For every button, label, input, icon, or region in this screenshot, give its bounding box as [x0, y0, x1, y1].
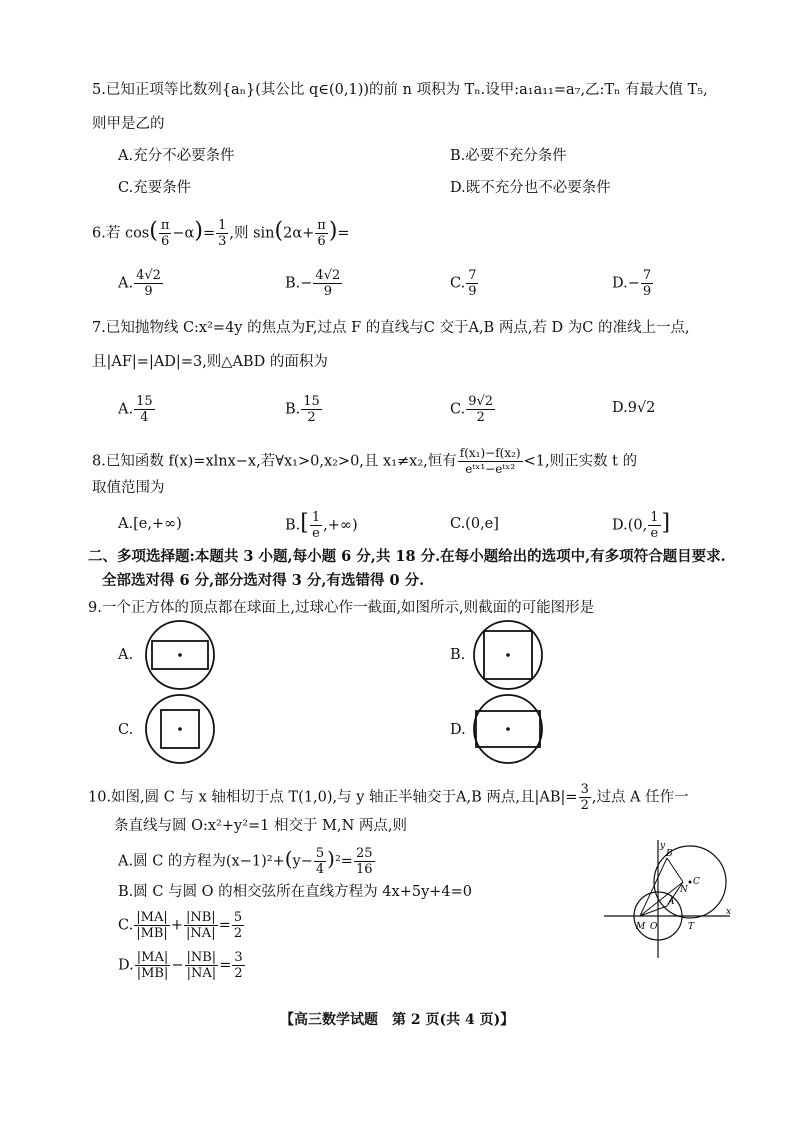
q10-stem-line2: 条直线与圆 O:x²+y²=1 相交于 M,N 两点,则 [114, 818, 407, 834]
q9-figure-c [140, 692, 220, 766]
section2-heading-line2: 全部选对得 6 分,部分选对得 3 分,有选错得 0 分. [102, 572, 425, 589]
q9-option-b-label: B. [450, 647, 466, 663]
q9-option-a-label: A. [118, 647, 134, 663]
q10-geometry-figure [600, 836, 740, 960]
q6-option-a: A. $\frac{4√2}{9}$ [118, 268, 161, 299]
q8-frac: $\frac{\text{f(x₁)−f(x₂)}}{\text{eᵗˣ¹−eᵗˣ²}}$ [459, 446, 521, 476]
q8-option-a: A.[e,+∞) [118, 516, 182, 532]
q7-option-c: C. $\frac{9√2}{2}$ [450, 394, 494, 425]
q6-stem: 6.若 cos( $\frac{\pi}{6}$ −α)= $\frac{1}{3}$ ,则 sin(2α+ $\frac{\pi}{6}$ )= [92, 218, 350, 249]
q8-option-c: C.(0,e] [450, 516, 499, 532]
label-t: T [688, 922, 695, 932]
q7-option-d: D.9√2 [612, 400, 656, 416]
q7-stem-line1: 7.已知抛物线 C:x²=4y 的焦点为F,过点 F 的直线与C 交于A,B 两点,若 D 为C 的准线上一点, [92, 320, 690, 336]
q9-stem: 9.一个正方体的顶点都在球面上,过球心作一截面,如图所示,则截面的可能图形是 [88, 600, 595, 616]
q8-option-d: D.(0, $\frac{1}{e}$ ] [612, 510, 671, 541]
q6-option-b: B.− $\frac{4√2}{9}$ [285, 268, 341, 299]
label-n: N [680, 885, 688, 895]
section2-heading-line1: 二、多项选择题:本题共 3 小题,每小题 6 分,共 18 分.在每小题给出的选项中,有多项符合题目要求. [88, 548, 726, 565]
line-bn [667, 858, 683, 882]
q8-option-b: B.[ $\frac{1}{e}$ ,+∞) [285, 510, 358, 541]
q10-option-c: C. $\frac{|MA|}{|MB|}$ + $\frac{|NB|}{|NA|}$ = $\frac{5}{2}$ [118, 910, 243, 941]
label-m: M [636, 922, 646, 932]
label-x: x [726, 907, 732, 917]
q5-stem-line1: 5.已知正项等比数列{aₙ}(其公比 q∈(0,1))的前 n 项积为 Tₙ.设甲:a₁a₁₁=a₇,乙:Tₙ 有最大值 T₅, [92, 82, 708, 98]
q6-option-d: D.− $\frac{7}{9}$ [612, 268, 652, 299]
q6-option-c: C. $\frac{7}{9}$ [450, 268, 477, 299]
q9-figure-d [468, 692, 548, 766]
page-footer: 【高三数学试题 第 2 页(共 4 页)】 [280, 1012, 515, 1028]
q8-stem-line2: 取值范围为 [92, 480, 165, 496]
q7-stem-line2: 且|AF|=|AD|=3,则△ABD 的面积为 [92, 354, 328, 370]
q9-option-d-label: D. [450, 722, 466, 738]
q6-frac-13: $\frac{1}{3}$ [218, 218, 227, 249]
q10-stem-line1: 10.如图,圆 C 与 x 轴相切于点 T(1,0),与 y 轴正半轴交于A,B 两点,且|AB|= $\frac{3}{2}$ ,过点 A 任作一 [88, 782, 689, 813]
q7-option-b: B. $\frac{15}{2}$ [285, 394, 320, 425]
q5-option-b: B.必要不充分条件 [450, 148, 567, 164]
label-a: A [668, 897, 675, 907]
q9-figure-a [140, 618, 220, 692]
q9-figure-b [468, 618, 548, 692]
q7-option-a: A. $\frac{15}{4}$ [118, 394, 153, 425]
q5-option-a: A.充分不必要条件 [118, 148, 235, 164]
q5-stem-line2: 则甲是乙的 [92, 116, 165, 132]
q5-option-d: D.既不充分也不必要条件 [450, 180, 611, 196]
q6-frac-pi6b: $\frac{\pi}{6}$ [317, 218, 326, 249]
label-o: O [650, 922, 658, 932]
q10-option-a: A.圆 C 的方程为(x−1)²+(y− $\frac{5}{4}$ )²= $\frac{25}{16}$ [118, 846, 373, 877]
q5-option-c: C.充要条件 [118, 180, 192, 196]
q10-frac-ab: $\frac{3}{2}$ [580, 782, 589, 813]
label-c: C [693, 877, 700, 887]
q9-option-c-label: C. [118, 722, 134, 738]
q10-option-d: D. $\frac{|MA|}{|MB|}$ − $\frac{|NB|}{|NA|}$ = $\frac{3}{2}$ [118, 950, 243, 981]
line-mn [640, 882, 683, 916]
label-y: y [660, 841, 666, 851]
q8-stem-line1: 8.已知函数 f(x)=xlnx−x,若∀x₁>0,x₂>0,且 x₁≠x₂,恒有 $\frac{\text{f(x₁)−f(x₂)}}{\text{eᵗˣ¹−eᵗˣ²}}$ <1,则正实数 t 的 [92, 446, 638, 476]
q6-text: 6.若 cos [92, 225, 150, 242]
label-b: B [666, 849, 673, 859]
q10-option-b: B.圆 C 与圆 O 的相交弦所在直线方程为 4x+5y+4=0 [118, 884, 473, 900]
q6-frac-pi6: $\frac{\pi}{6}$ [160, 218, 170, 249]
